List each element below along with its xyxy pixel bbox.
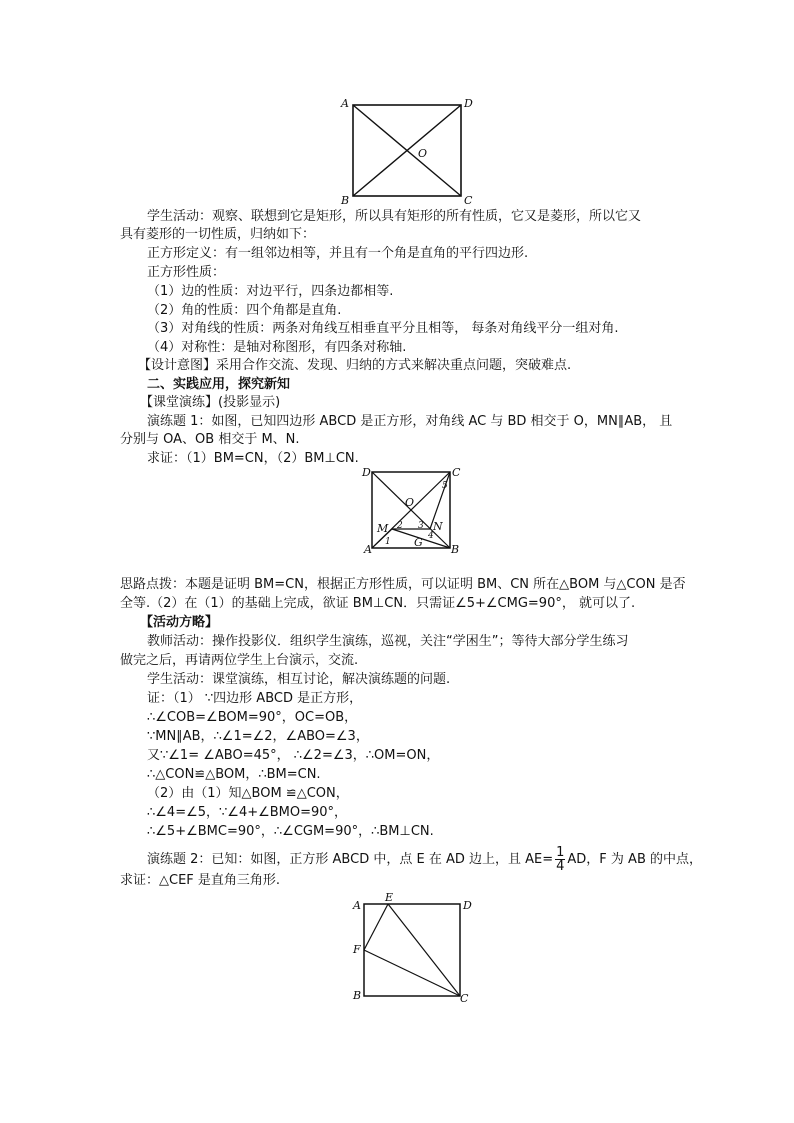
square-abcd-3 [364, 904, 460, 996]
label-c-2: C [452, 466, 461, 479]
student-activity-2: 学生活动：课堂演练，相互讨论，解决演练题的问题. [147, 672, 451, 687]
label-b: B [341, 194, 350, 207]
fraction-denominator: 4 [556, 859, 565, 874]
exercise2-text-a: 演练题 2：已知：如图，正方形 ABCD 中，点 E 在 AD 边上，且 AE= [147, 852, 554, 867]
label-c: C [464, 194, 473, 207]
label-f: F [353, 943, 361, 956]
exercise2-line1 [147, 846, 702, 873]
label-d-2: D [362, 466, 371, 479]
label-a-2: A [364, 543, 372, 556]
segment-ec [388, 904, 460, 996]
label-o: O [418, 147, 428, 160]
classroom-practice-heading: 【课堂演练】(投影显示) [140, 395, 281, 410]
exercise1-line2: 分别与 OA、OB 相交于 M、N. [120, 432, 300, 447]
proof-line7: ∴∠4=∠5，∵∠4+∠BMO=90°， [147, 805, 348, 820]
teacher-activity-line1: 教师活动：操作投影仪．组织学生演练，巡视，关注“学困生”；等待大部分学生练习 [147, 634, 629, 649]
proof-line6: （2）由（1）知△BOM ≌△CON， [147, 786, 349, 801]
square-properties-heading: 正方形性质： [147, 265, 226, 280]
exercise1-line1: 演练题 1：如图，已知四边形 ABCD 是正方形，对角线 AC 与 BD 相交于 O，MN∥AB， 且 [147, 414, 673, 429]
proof-line2: ∴∠COB=∠BOM=90°，OC=OB， [147, 710, 358, 725]
label-o-2: O [405, 496, 415, 509]
fraction-one-quarter [555, 846, 565, 873]
label-a-3: A [353, 899, 361, 912]
activity-strategy-heading: 【活动方略】 [140, 615, 219, 630]
exercise1-prove: 求证：（1）BM=CN，（2）BM⊥CN. [147, 451, 359, 466]
segment-fc [364, 950, 460, 996]
student-activity-line2: 具有菱形的一切性质，归纳如下： [120, 227, 316, 242]
label-d: D [464, 97, 473, 110]
angle-label-2: 2 [397, 521, 403, 531]
section-heading-2: 二、实践应用，探究新知 [147, 377, 291, 392]
segment-ef [364, 904, 388, 950]
proof-line5: ∴△CON≌△BOM，∴BM=CN. [147, 767, 321, 782]
property-angles: （2）角的性质：四个角都是直角. [147, 303, 342, 318]
label-g: G [414, 536, 423, 549]
student-activity-line1: 学生活动：观察、联想到它是矩形，所以具有矩形的所有性质，它又是菱形，所以它又 [147, 209, 642, 224]
square-diagonals-figure [338, 96, 478, 208]
label-e: E [385, 892, 394, 904]
hint-line2: 全等.（2）在（1）的基础上完成，欲证 BM⊥CN．只需证∠5+∠CMG=90°， 就可以了. [120, 596, 636, 611]
exercise2-text-b: AD，F 为 AB 的中点， [567, 852, 702, 867]
exercise2-line2: 求证：△CEF 是直角三角形. [120, 873, 281, 888]
proof-line4: 又∵∠1= ∠ABO=45°， ∴∠2=∠3，∴OM=ON， [147, 748, 440, 763]
label-c-3: C [460, 992, 469, 1004]
label-m: M [377, 522, 389, 535]
property-diagonals: （3）对角线的性质：两条对角线互相垂直平分且相等， 每条对角线平分一组对角. [147, 321, 619, 336]
design-intent: 【设计意图】采用合作交流、发现、归纳的方式来解决重点问题，突破难点. [138, 358, 572, 373]
property-symmetry: （4）对称性：是轴对称图形，有四条对称轴. [147, 340, 407, 355]
property-sides: （1）边的性质：对边平行，四条边都相等. [147, 284, 394, 299]
proof-line1: 证：（1） ∵四边形 ABCD 是正方形， [147, 691, 363, 706]
label-d-3: D [463, 899, 472, 912]
label-b-2: B [451, 543, 460, 556]
label-n: N [433, 520, 443, 533]
fraction-numerator: 1 [556, 845, 565, 860]
square-definition: 正方形定义：有一组邻边相等，并且有一个角是直角的平行四边形. [147, 246, 529, 261]
angle-label-5: 5 [442, 481, 448, 491]
angle-label-3: 3 [418, 521, 424, 531]
label-b-3: B [353, 989, 362, 1002]
exercise1-figure [358, 466, 462, 560]
hint-line1: 思路点拨：本题是证明 BM=CN，根据正方形性质，可以证明 BM、CN 所在△BOM 与△CON 是否 [120, 577, 686, 592]
angle-label-4: 4 [428, 531, 434, 541]
proof-line8: ∴∠5+∠BMC=90°，∴∠CGM=90°，∴BM⊥CN. [147, 824, 434, 839]
teacher-activity-line2: 做完之后，再请两位学生上台演示，交流. [120, 653, 359, 668]
proof-line3: ∵MN∥AB，∴∠1=∠2，∠ABO=∠3， [147, 729, 369, 744]
angle-label-1: 1 [385, 537, 391, 547]
label-a: A [341, 97, 349, 110]
exercise2-figure [348, 892, 476, 1004]
